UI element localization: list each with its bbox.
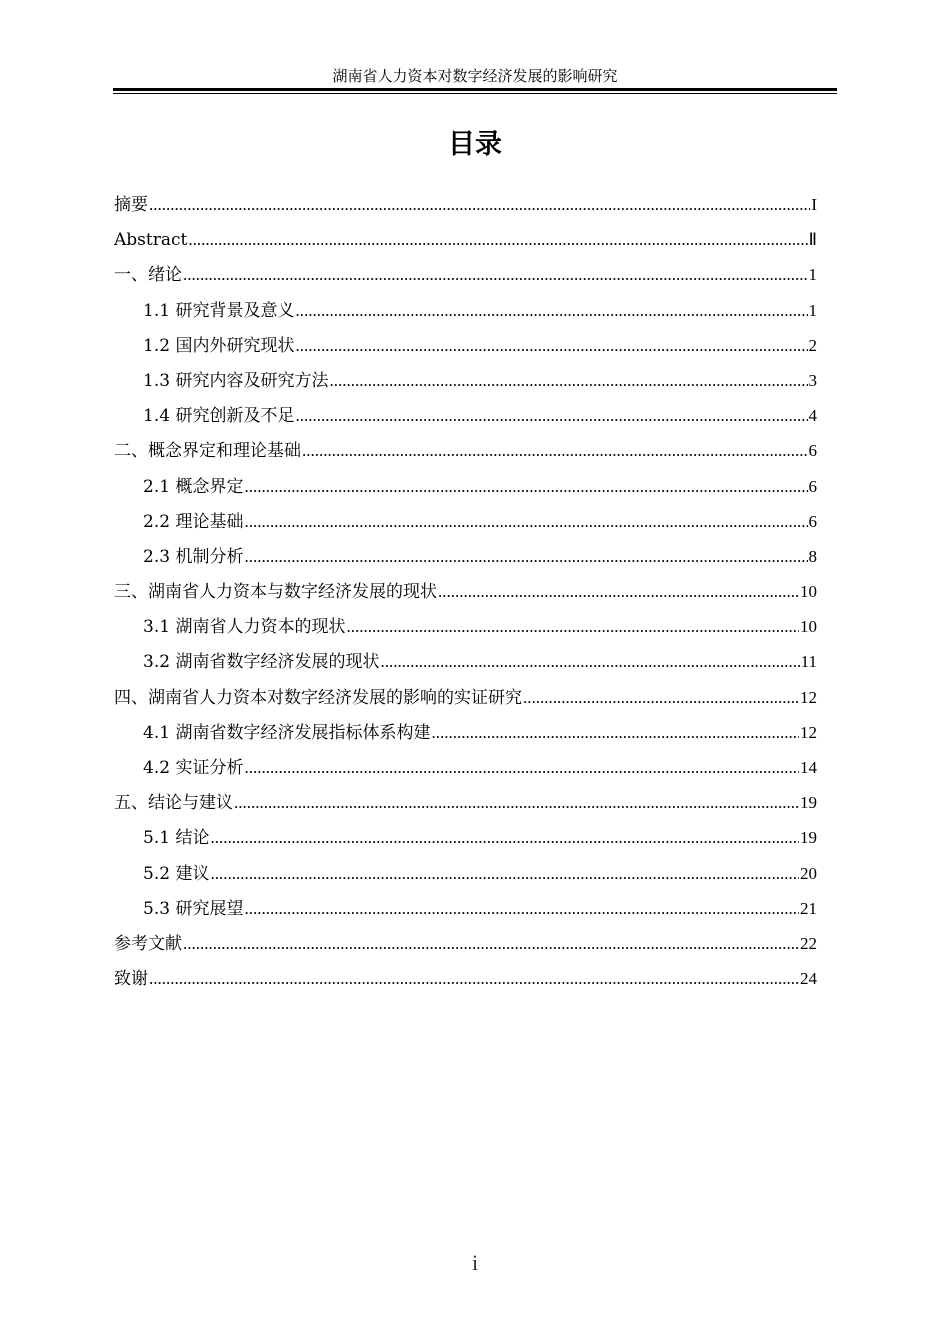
toc-entry-label: 四、湖南省人力资本对数字经济发展的影响的实证研究 — [114, 687, 522, 708]
toc-entry-page: Ⅱ — [808, 230, 817, 250]
toc-entry-label: 1.4 研究创新及不足 — [143, 406, 295, 427]
dot-leader — [302, 436, 808, 466]
toc-entry[interactable] — [114, 436, 817, 471]
dot-leader — [431, 718, 799, 748]
toc-entry[interactable] — [114, 225, 817, 260]
toc-entry-label: 摘要 — [114, 195, 148, 215]
dot-leader — [183, 929, 799, 959]
toc-entry-label: 3.2 湖南省数字经济发展的现状 — [143, 652, 380, 673]
toc-entry-label: 4.1 湖南省数字经济发展指标体系构建 — [143, 722, 431, 743]
toc-entry[interactable] — [114, 331, 817, 366]
toc-entry-label: 2.2 理论基础 — [143, 511, 244, 532]
toc-entry-page: 10 — [800, 582, 817, 602]
dot-leader — [210, 859, 799, 889]
toc-entry[interactable] — [114, 647, 817, 682]
dot-leader — [244, 472, 807, 502]
dot-leader — [438, 577, 799, 607]
running-header: 湖南省人力资本对数字经济发展的影响研究 — [332, 67, 618, 85]
toc-entry-label: 一、绪论 — [114, 265, 182, 286]
toc-entry-page: 22 — [800, 933, 817, 953]
toc-entry[interactable] — [114, 894, 817, 929]
toc-entry[interactable] — [114, 577, 817, 612]
toc-entry[interactable] — [114, 964, 817, 999]
toc-entry-page: 6 — [808, 511, 817, 531]
toc-entry[interactable] — [114, 683, 817, 718]
toc-entry-page: 6 — [808, 476, 817, 496]
toc-entry[interactable] — [114, 401, 817, 436]
dot-leader — [295, 401, 807, 431]
dot-leader — [210, 823, 799, 853]
toc-entry-page: I — [811, 195, 817, 214]
toc-entry-label: 2.3 机制分析 — [143, 546, 244, 567]
toc-entry-page: 20 — [800, 863, 817, 883]
toc-entry[interactable] — [114, 472, 817, 507]
toc-entry-label: Abstract — [114, 230, 188, 251]
toc-entry-page: 11 — [800, 652, 817, 672]
toc-entry-label: 5.2 建议 — [143, 863, 210, 884]
toc-entry-page: 2 — [808, 335, 817, 355]
dot-leader — [244, 894, 799, 924]
toc-entry-label: 三、湖南省人力资本与数字经济发展的现状 — [114, 582, 437, 603]
toc-entry-label: 1.1 研究背景及意义 — [143, 300, 295, 321]
dot-leader — [244, 542, 807, 572]
toc-entry[interactable] — [114, 788, 817, 823]
toc-entry-label: 五、结论与建议 — [114, 793, 233, 814]
dot-leader — [346, 612, 799, 642]
toc-entry-page: 10 — [800, 617, 817, 637]
dot-leader — [188, 225, 807, 255]
toc-entry-label: 致谢 — [114, 969, 148, 990]
toc-entry-page: 8 — [808, 546, 817, 566]
header-rule-thin — [113, 93, 837, 94]
toc-entry[interactable] — [114, 823, 817, 858]
toc-entry[interactable] — [114, 753, 817, 788]
dot-leader — [329, 366, 807, 396]
toc-entry-page: 4 — [808, 406, 817, 426]
dot-leader — [149, 964, 799, 994]
page-number: i — [471, 1250, 479, 1275]
dot-leader — [183, 260, 808, 290]
toc-entry-page: 19 — [800, 828, 817, 848]
dot-leader — [234, 788, 799, 818]
toc-entry-page: 24 — [800, 969, 817, 989]
toc-entry-label: 参考文献 — [114, 933, 182, 954]
toc-entry[interactable] — [114, 542, 817, 577]
toc-entry[interactable] — [114, 929, 817, 964]
toc-entry[interactable] — [114, 260, 817, 295]
toc-entry-page: 3 — [808, 370, 817, 390]
toc-entry-page: 21 — [800, 898, 817, 918]
toc-entry[interactable] — [114, 296, 817, 331]
toc-entry-page: 12 — [800, 687, 817, 707]
toc-entry[interactable] — [114, 366, 817, 401]
toc-entry-page: 14 — [800, 758, 817, 777]
toc-entry[interactable] — [114, 859, 817, 894]
toc-entry-label: 4.2 实证分析 — [143, 758, 244, 778]
toc-entry-page: 1 — [808, 265, 817, 285]
dot-leader — [149, 190, 810, 220]
toc-entry-label: 1.3 研究内容及研究方法 — [143, 370, 329, 391]
dot-leader — [523, 683, 799, 713]
toc-entry-page: 6 — [808, 441, 817, 461]
toc-entry[interactable] — [114, 190, 817, 225]
toc-entry[interactable] — [114, 507, 817, 542]
toc-entry-label: 1.2 国内外研究现状 — [143, 335, 295, 356]
dot-leader — [295, 296, 807, 326]
dot-leader — [244, 753, 799, 783]
toc-entry-label: 5.3 研究展望 — [143, 898, 244, 919]
dot-leader — [380, 647, 799, 677]
dot-leader — [244, 507, 807, 537]
toc-entry-page: 19 — [800, 793, 817, 813]
toc-entry-label: 3.1 湖南省人力资本的现状 — [143, 617, 346, 638]
header-rule-thick — [113, 88, 837, 91]
toc-title: 目录 — [448, 129, 502, 160]
toc-entry[interactable] — [114, 612, 817, 647]
toc-entry-label: 5.1 结论 — [143, 828, 210, 849]
table-of-contents — [114, 190, 817, 999]
toc-entry-label: 2.1 概念界定 — [143, 476, 244, 497]
toc-entry[interactable] — [114, 718, 817, 753]
dot-leader — [295, 331, 807, 361]
toc-entry-label: 二、概念界定和理论基础 — [114, 441, 301, 462]
toc-entry-page: 12 — [800, 722, 817, 742]
toc-entry-page: 1 — [808, 300, 817, 320]
